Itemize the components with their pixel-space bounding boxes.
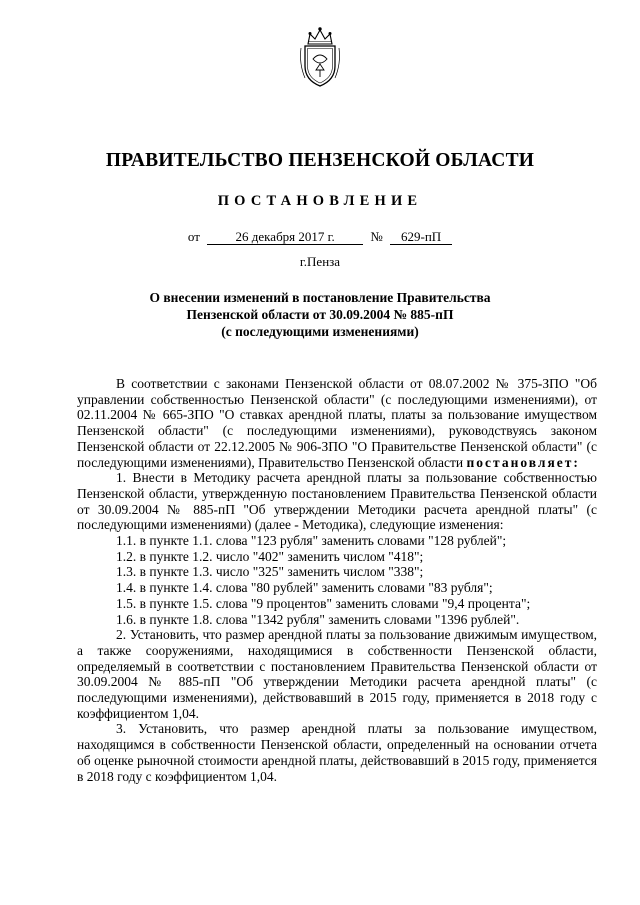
document-subject: [0, 289, 640, 340]
item-1-4: 1.4. в пункте 1.4. слова "80 рублей" заменить словами "83 рубля";: [116, 580, 493, 596]
date-prefix: от: [187, 229, 200, 244]
preamble-text: В соответствии с законами Пензенской области от 08.07.2002 № 375-ЗПО "Об управлении собственностью Пензенской области" (с последующими изменениями), от 02.11.2004 № 665-ЗПО "О ставках арендной платы, платы за пользование имуществом Пензенской области" (с последующими изменениями), руководствуясь законом Пензенской области от 22.12.2005 № 906-ЗПО "О Правительстве Пензенской области" (с последующими изменениями), Правительство Пензенской области: [77, 376, 597, 470]
decree-word: постановляет:: [466, 454, 580, 470]
subject-line-3: (с последующими изменениями): [221, 324, 419, 339]
city: г.Пенза: [299, 254, 341, 269]
item-1-2: 1.2. в пункте 1.2. число "402" заменить числом "418";: [116, 548, 424, 564]
item-1-5: 1.5. в пункте 1.5. слова "9 процентов" заменить словами "9,4 процента";: [116, 595, 531, 611]
government-title: ПРАВИТЕЛЬСТВО ПЕНЗЕНСКОЙ ОБЛАСТИ: [105, 150, 535, 171]
item-3: 3. Установить, что размер арендной платы за пользование имуществом, находящимся в собственности Пензенской области, определенный на основании отчета об оценке рыночной стоимости арендной платы, действовавший в 2015 году, применяется в 2018 году с коэффициентом 1,04.: [77, 721, 597, 784]
subject-line-2: Пензенской области от 30.09.2004 № 885-пП: [186, 307, 454, 322]
subject-line-1: О внесении изменений в постановление Правительства: [149, 290, 491, 305]
item-1: 1. Внести в Методику расчета арендной платы за пользование собственностью Пензенской области, утвержденную постановлением Правительства Пензенской области от 30.09.2004 № 885-пП "Об утверждении Методики расчета арендной платы" (с последующими изменениями) (далее - Методика), следующие изменения:: [77, 470, 597, 533]
document-number: 629-пП: [390, 229, 452, 245]
item-1-3: 1.3. в пункте 1.3. число "325" заменить числом "338";: [116, 564, 424, 580]
preamble-paragraph: [77, 376, 597, 470]
item-1-1: 1.1. в пункте 1.1. слова "123 рубля" заменить словами "128 рублей";: [116, 533, 507, 549]
coat-of-arms-icon: [297, 26, 343, 90]
number-prefix: №: [370, 229, 383, 244]
item-1-6: 1.6. в пункте 1.8. слова "1342 рубля" заменить словами "1396 рублей".: [116, 611, 520, 627]
document-body: [77, 376, 597, 784]
document-type: ПОСТАНОВЛЕНИЕ: [217, 193, 423, 209]
document-date: 26 декабря 2017 г.: [207, 229, 363, 245]
item-2: 2. Установить, что размер арендной платы за пользование движимым имуществом, а также сооружениями, находящимися в собственности Пензенской области, определяемый в соответствии с постановлением Правительства Пензенской области от 30.09.2004 № 885-пП "Об утверждении Методики расчета арендной платы" (с последующими изменениями), действовавший в 2015 году, применяется в 2018 году с коэффициентом 1,04.: [77, 627, 597, 721]
date-number-line: [0, 229, 640, 245]
